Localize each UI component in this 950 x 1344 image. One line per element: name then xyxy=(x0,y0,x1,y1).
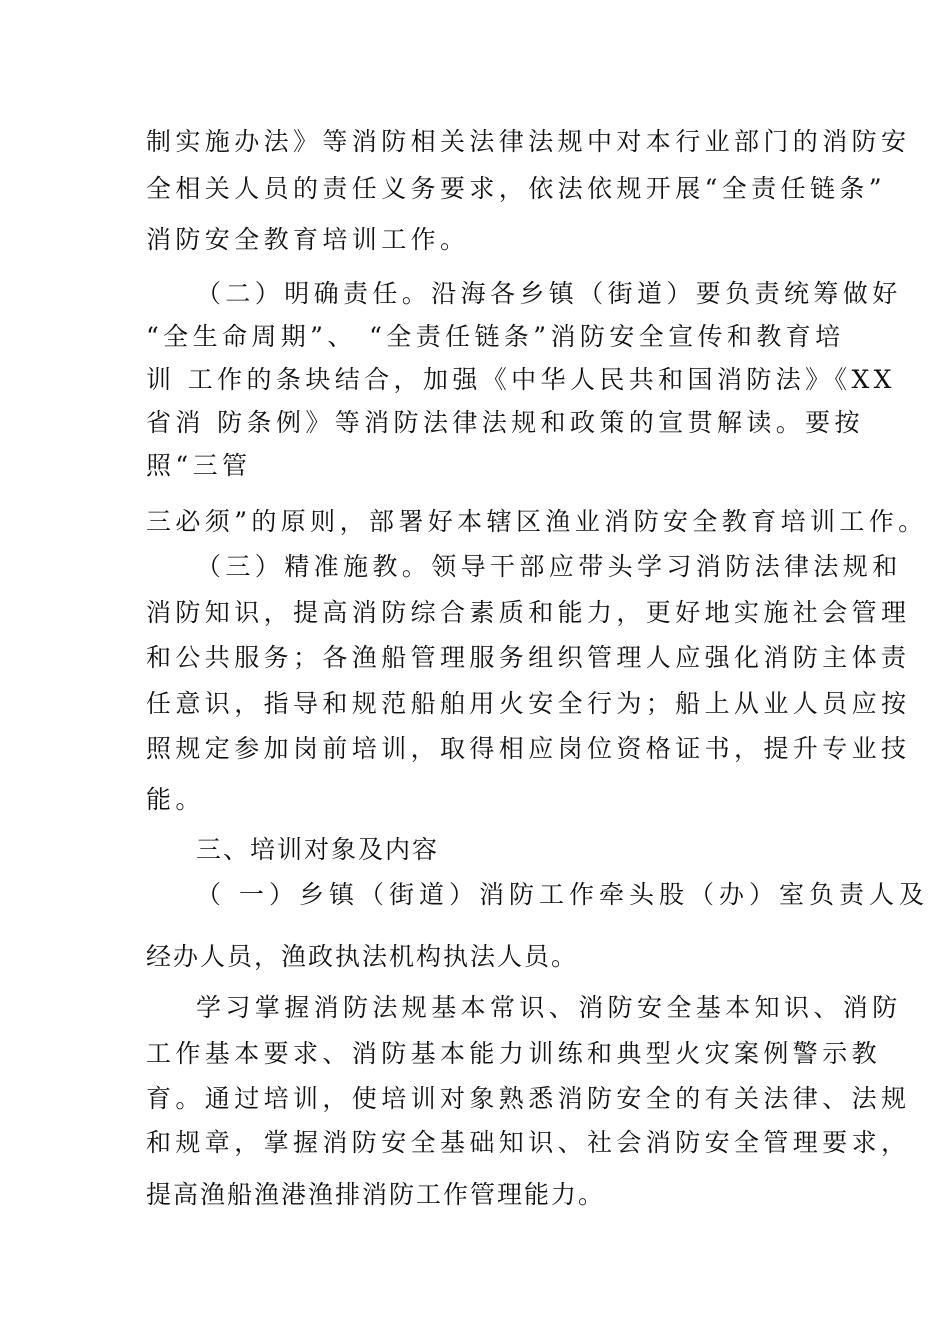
text-line: （ 一）乡镇（街道）消防工作牵头股（办）室负责人及 xyxy=(196,880,929,909)
text-line: 提高渔船渔港渔排消防工作管理能力。 xyxy=(146,1180,606,1209)
text-line: “全生命周期”、 “全责任链条”消防安全宣传和教育培 xyxy=(146,322,845,351)
text-line: 任意识，指导和规范船舶用火安全行为；船上从业人员应按 xyxy=(146,689,911,718)
text-line: 经办人员，渔政执法机构执法人员。 xyxy=(146,942,579,971)
text-line: 照规定参加岗前培训，取得相应岗位资格证书，提升专业技 xyxy=(146,734,911,763)
text-line: 和公共服务；各渔船管理服务组织管理人应强化消防主体责 xyxy=(146,643,911,672)
text-line: 和规章，掌握消防安全基础知识、社会消防安全管理要求， xyxy=(146,1128,911,1157)
text-line: 制实施办法》等消防相关法律法规中对本行业部门的消防安 xyxy=(146,127,911,156)
section-heading: 三、培训对象及内容 xyxy=(196,835,440,864)
text-line: 学习掌握消防法规基本常识、消防安全基本知识、消防 xyxy=(196,993,902,1022)
text-line: 消防知识，提高消防综合素质和能力，更好地实施社会管理 xyxy=(146,598,911,627)
text-line: 消防安全教育培训工作。 xyxy=(146,225,470,254)
text-line: 训 工作的条块结合，加强《中华人民共和国消防法》《XX xyxy=(146,365,896,394)
text-line: 工作基本要求、消防基本能力训练和典型火灾案例警示教 xyxy=(146,1039,882,1068)
text-line: 全相关人员的责任义务要求，依法依规开展“全责任链条” xyxy=(146,174,886,203)
text-line: 育。通过培训，使培训对象熟悉消防安全的有关法律、法规 xyxy=(146,1084,911,1113)
text-line: 照“三管 xyxy=(146,451,252,480)
text-line: 三必须”的原则，部署好本辖区渔业消防安全教育培训工作。 xyxy=(146,507,928,536)
text-line: 能。 xyxy=(146,785,205,814)
text-line: 省消 防条例》等消防法律法规和政策的宣贯解读。要按 xyxy=(146,408,864,437)
text-line: （二）明确责任。沿海各乡镇（街道）要负责统筹做好 xyxy=(196,279,902,308)
text-line: （三）精准施教。领导干部应带头学习消防法律法规和 xyxy=(196,552,902,581)
